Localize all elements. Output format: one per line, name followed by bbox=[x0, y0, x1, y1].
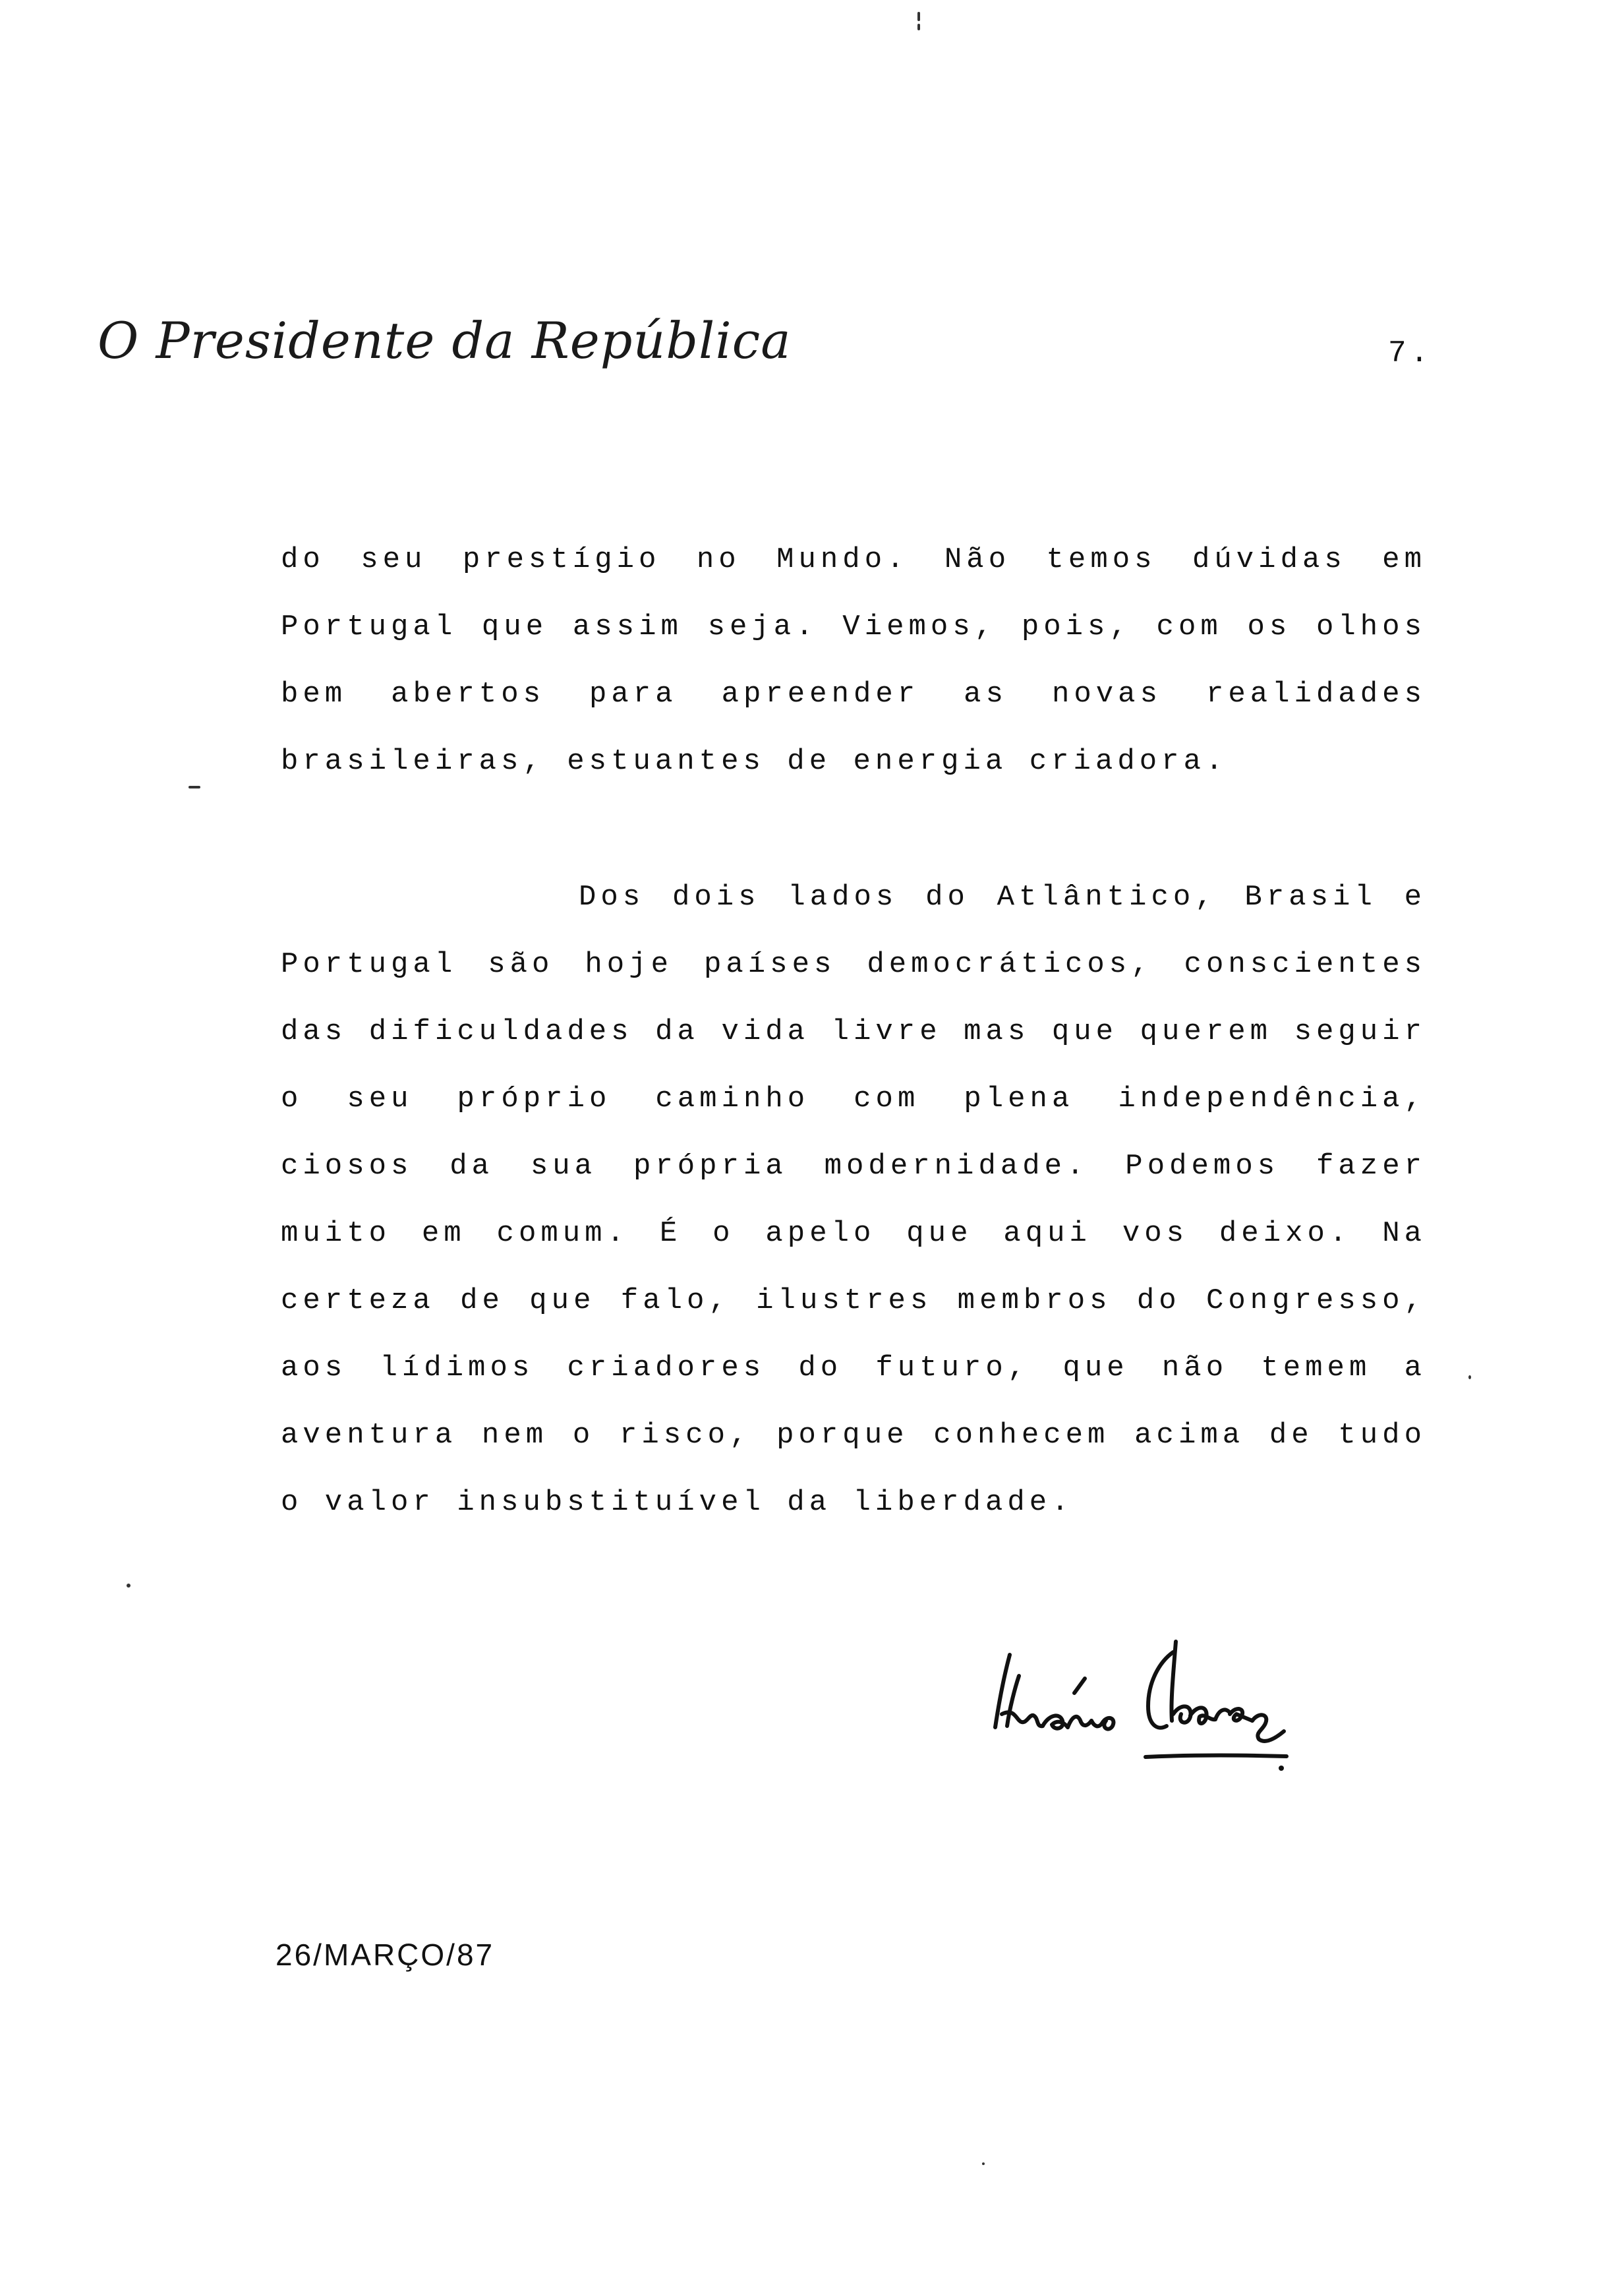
paragraph-2: Dos dois lados do Atlântico, Brasil e Portugal são hoje países democráticos, conscientes das dificuldades da vida livre mas que querem seguir o seu próprio caminho com plena independência, ciosos da sua própria modernidade. Podemos fazer muito em comum. É o apelo que aqui vos deixo. Na certeza de que falo, ilustres membros do Congresso, aos lídimos criadores do futuro, que não temem a aventura nem o risco, porque conhecem acima de tudo o valor insubstituível da liberdade. bbox=[281, 881, 1426, 1519]
signature-image bbox=[975, 1615, 1305, 1773]
letterhead: O Presidente da República bbox=[98, 311, 792, 370]
scan-speck bbox=[917, 12, 920, 21]
scan-speck bbox=[917, 24, 920, 30]
scan-speck bbox=[188, 786, 200, 788]
paragraph-1: do seu prestígio no Mundo. Não temos dúvidas em Portugal que assim seja. Viemos, pois, com os olhos bem abertos para apreender as novas realidades brasileiras, estuantes de energia criadora. bbox=[281, 543, 1426, 778]
scan-speck bbox=[127, 1584, 130, 1588]
page-number: 7. bbox=[1388, 336, 1433, 371]
date-line: 26/MARÇO/87 bbox=[276, 1938, 495, 1972]
scan-speck bbox=[982, 2162, 985, 2165]
scan-speck bbox=[1468, 1375, 1471, 1379]
